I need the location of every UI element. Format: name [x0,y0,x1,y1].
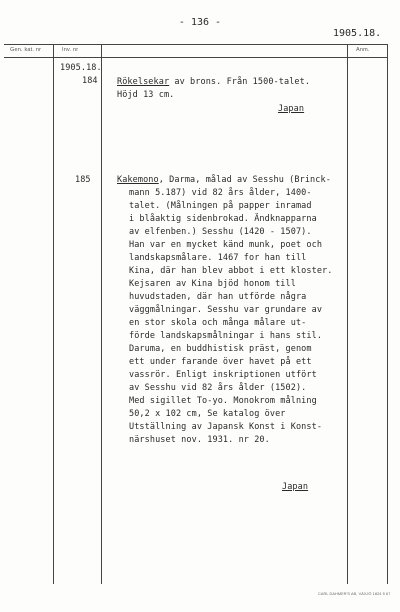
entry-185-line: landskapsmålare. 1467 for han till [129,253,307,263]
column-header-inv: Inv. nr [62,47,79,53]
entry-184-title: Rökelsekar [117,77,170,87]
entry-185-line: väggmålningar. Sesshu var grundare av [129,305,323,315]
column-header-anm: Anm. [356,47,370,53]
page-number: - 136 - [178,17,222,28]
column-header-gen-kat: Gen. kat. nr [10,47,42,53]
entry-185-first-line-rest: , Darma, målad av Sesshu (Brinck- [158,175,331,185]
entry-185-line: en stor skola och många målare ut- [129,318,307,328]
entry-185-line: Utställning av Japansk Konst i Konst- [129,422,323,432]
entry-184-inv-year: 1905.18. [60,63,102,73]
entry-185-title: Kakemono [117,175,159,185]
entry-185-line: Kejsaren av Kina bjöd honom till [129,279,296,289]
entry-185-line: Han var en mycket känd munk, poet och [129,240,323,250]
entry-185-line: i blåaktig sidenbrokad. Ändknapparna [129,214,317,224]
column-divider-2 [101,44,102,584]
entry-185-line: av elfenben.) Sesshu (1420 - 1507). [129,227,312,237]
entry-185-line: närshuset nov. 1931. nr 20. [129,435,270,445]
entry-185-line: Med sigillet To-yo. Monokrom målning [129,396,317,406]
entry-185-line: 50,2 x 102 cm, Se katalog över [129,409,286,419]
header-year: 1905.18. [333,28,382,39]
entry-185-line: av Sesshu vid 82 års ålder (1502). [129,383,307,393]
column-divider-4 [387,44,388,584]
printer-imprint: CARL DAHMER'S AB, VÄXJÖ 1824 5 67 [318,592,391,596]
entry-185-inv-number: 185 [75,175,91,185]
entry-185-line: ett under farande över havet på ett [129,357,312,367]
table-header-rule [4,57,388,58]
entry-184-line: Höjd 13 cm. [117,90,175,100]
table-top-rule [4,44,388,45]
entry-185-origin: Japan [282,482,309,492]
entry-184-first-line [117,76,310,89]
entry-184-origin: Japan [278,104,305,114]
entry-185-line: mann 5.187) vid 82 års ålder, 1400- [129,188,312,198]
entry-185-line: Kina, där han blev abbot i ett kloster. [129,266,333,276]
entry-184-first-line-rest: av brons. Från 1500-talet. [169,77,311,87]
entry-185-first-line [117,174,331,187]
entry-185-line: förde landskapsmålningar i hans stil. [129,331,323,341]
entry-185-line: Daruma, en buddhistisk präst, genom [129,344,312,354]
entry-185-line: vassrör. Enligt inskriptionen utfört [129,370,317,380]
column-divider-1 [53,44,54,584]
entry-185-line: talet. (Målningen på papper inramad [129,201,312,211]
entry-185-line: huvudstaden, där han utförde några [129,292,307,302]
column-divider-3 [347,44,348,584]
entry-184-inv-number: 184 [82,76,98,86]
